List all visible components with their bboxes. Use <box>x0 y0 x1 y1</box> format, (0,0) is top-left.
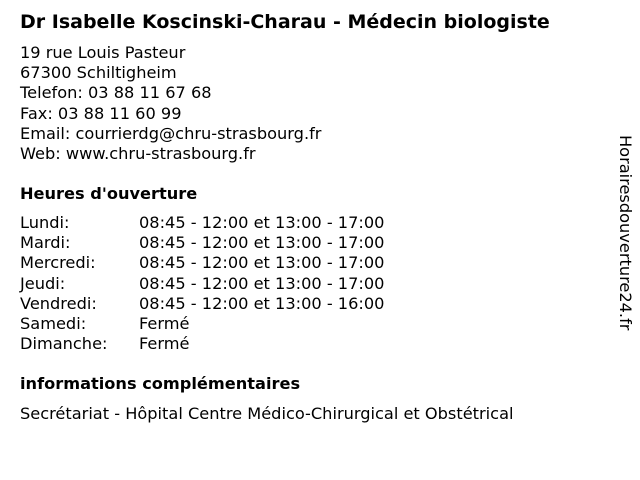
hours-value: 08:45 - 12:00 et 13:00 - 17:00 <box>139 213 385 232</box>
hours-value: 08:45 - 12:00 et 13:00 - 16:00 <box>139 293 385 313</box>
address-block <box>20 43 321 164</box>
hours-value: 08:45 - 12:00 et 13:00 - 17:00 <box>139 273 385 293</box>
day-label: Dimanche: <box>20 334 108 354</box>
hours-value: Fermé <box>139 313 190 333</box>
phone-number: Telefon: 03 88 11 67 68 <box>20 83 212 103</box>
hours-value: Fermé <box>139 334 190 354</box>
page-title: Dr Isabelle Koscinski-Charau - Médecin biologiste <box>20 11 550 33</box>
website-address: Web: www.chru-strasbourg.fr <box>20 144 256 164</box>
day-label: Vendredi: <box>20 293 97 313</box>
fax-number: Fax: 03 88 11 60 99 <box>20 103 182 123</box>
hours-value: 08:45 - 12:00 et 13:00 - 17:00 <box>139 253 385 273</box>
hours-value: 08:45 - 12:00 et 13:00 - 17:00 <box>139 233 385 253</box>
day-label: Jeudi: <box>20 273 66 293</box>
hours-heading: Heures d'ouverture <box>20 184 198 203</box>
site-watermark: Horairesdouverture24.fr <box>616 135 635 331</box>
day-label: Mercredi: <box>20 253 96 273</box>
info-text: Secrétariat - Hôpital Centre Médico-Chirurgical et Obstétrical <box>20 404 514 423</box>
day-label: Mardi: <box>20 233 71 253</box>
street-address: 19 rue Louis Pasteur <box>20 43 186 62</box>
info-heading: informations complémentaires <box>20 374 301 393</box>
email-address: Email: courrierdg@chru-strasbourg.fr <box>20 123 322 143</box>
day-label: Lundi: <box>20 213 70 232</box>
day-label: Samedi: <box>20 313 87 333</box>
city-address: 67300 Schiltigheim <box>20 63 177 83</box>
